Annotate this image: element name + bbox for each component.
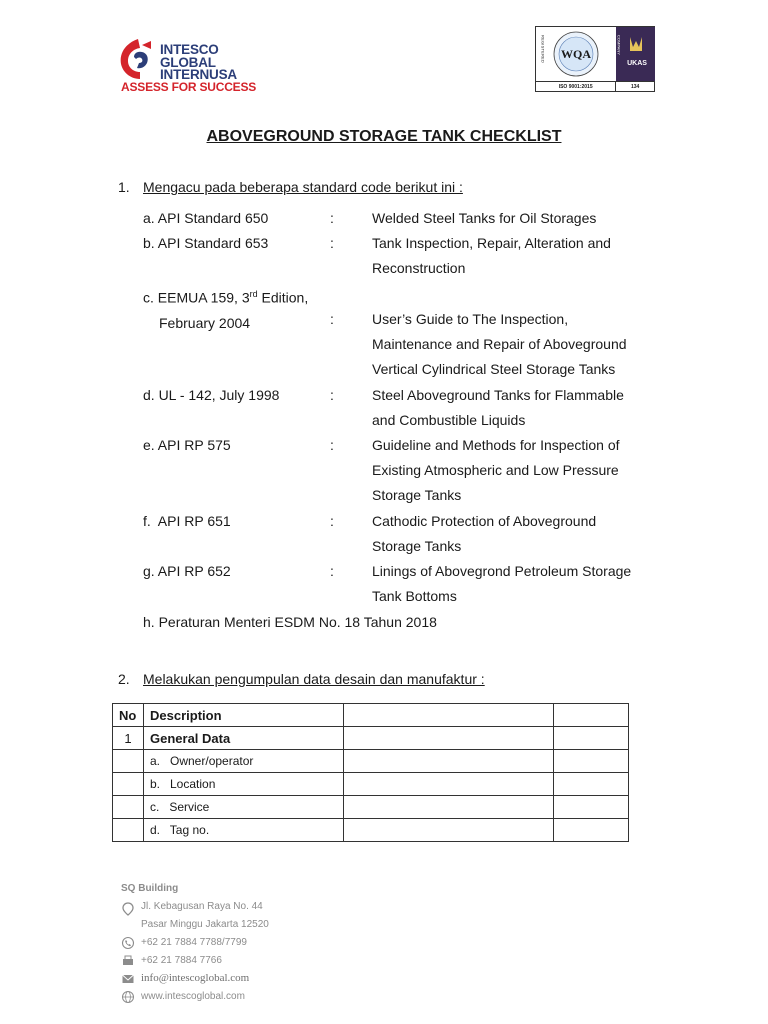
table-cell-input[interactable] xyxy=(554,750,629,773)
certification-badge xyxy=(535,26,655,92)
table-cell-input[interactable] xyxy=(554,773,629,796)
fax-icon xyxy=(121,954,135,968)
table-cell-input[interactable] xyxy=(344,750,554,773)
standard-code: f. API RP 651 xyxy=(143,513,231,529)
globe-icon xyxy=(121,990,135,1004)
standard-description: Tank Inspection, Repair, Alteration and Reconstruction xyxy=(372,235,611,276)
section-2-heading: Melakukan pengumpulan data desain dan manufaktur : xyxy=(143,671,485,687)
standard-code: a. API Standard 650 xyxy=(143,210,269,226)
table-header-blank xyxy=(344,704,554,727)
standard-code: c. EEMUA 159, 3rd Edition, February 2004 xyxy=(143,289,309,331)
separator: : xyxy=(330,387,334,403)
table-row xyxy=(113,727,629,750)
separator: : xyxy=(330,513,334,529)
intesco-logo-mark xyxy=(116,37,156,81)
standard-description: Guideline and Methods for Inspection of Existing Atmospheric and Low Pressure Storage Tanks xyxy=(372,437,620,503)
standard-code: e. API RP 575 xyxy=(143,437,231,453)
footer-address-line: Jl. Kebagusan Raya No. 44 xyxy=(141,901,263,912)
table-cell-description: b. Location xyxy=(144,773,344,796)
footer-phone: +62 21 7884 7788/7799 xyxy=(141,937,247,948)
svg-text:REGISTERED: REGISTERED xyxy=(540,35,546,64)
table-header-description: Description xyxy=(144,704,344,727)
location-pin-icon xyxy=(121,902,135,916)
table-cell-description: d. Tag no. xyxy=(144,819,344,842)
table-cell-input[interactable] xyxy=(344,796,554,819)
table-cell-description: a. Owner/operator xyxy=(144,750,344,773)
ukas-code: 134 xyxy=(630,84,640,90)
table-cell-no xyxy=(113,750,144,773)
table-cell-input[interactable] xyxy=(554,727,629,750)
separator: : xyxy=(330,563,334,579)
footer-building: SQ Building xyxy=(121,883,179,894)
footer-address-line: Pasar Minggu Jakarta 12520 xyxy=(141,919,269,930)
cert-footer xyxy=(536,81,654,92)
iso-label: ISO 9001:2015 xyxy=(536,82,616,92)
table-cell-input[interactable] xyxy=(554,796,629,819)
table-header-blank xyxy=(554,704,629,727)
svg-text:WQA: WQA xyxy=(561,47,591,61)
section-1-number: 1. xyxy=(118,179,130,195)
table-cell-no: 1 xyxy=(113,727,144,750)
company-name-line: INTERNUSA xyxy=(160,67,237,82)
standard-description: Steel Aboveground Tanks for Flammable and Combustible Liquids xyxy=(372,387,624,428)
table-row xyxy=(113,819,629,842)
footer-fax: +62 21 7884 7766 xyxy=(141,955,222,966)
table-cell-no xyxy=(113,819,144,842)
svg-text:COMPANY: COMPANY xyxy=(616,35,622,55)
standard-description: Welded Steel Tanks for Oil Storages xyxy=(372,210,597,226)
separator: : xyxy=(330,210,334,226)
footer-website[interactable]: www.intescoglobal.com xyxy=(141,991,245,1002)
crown-icon xyxy=(616,27,655,81)
table-cell-no xyxy=(113,796,144,819)
table-cell-description: General Data xyxy=(144,727,344,750)
separator: : xyxy=(330,437,334,453)
table-cell-input[interactable] xyxy=(344,819,554,842)
separator: : xyxy=(330,311,334,327)
standard-code: b. API Standard 653 xyxy=(143,235,269,251)
company-tagline: ASSESS FOR SUCCESS xyxy=(121,80,257,94)
company-name-line: INTESCO xyxy=(160,42,219,57)
standard-description: User’s Guide to The Inspection, Maintenance and Repair of Aboveground Vertical Cylindrical Steel Storage Tanks xyxy=(372,311,627,377)
company-name xyxy=(160,44,237,82)
wqa-seal-icon xyxy=(536,27,616,81)
table-header-row xyxy=(113,704,629,727)
svg-text:UKAS: UKAS xyxy=(627,60,647,67)
standard-code: g. API RP 652 xyxy=(143,563,231,579)
table-row xyxy=(113,773,629,796)
table-header-no: No xyxy=(113,704,144,727)
footer-contact xyxy=(121,881,341,1011)
table-cell-input[interactable] xyxy=(554,819,629,842)
ukas-mark xyxy=(616,27,655,81)
design-data-table xyxy=(112,703,629,842)
table-cell-no xyxy=(113,773,144,796)
table-row xyxy=(113,796,629,819)
section-1-heading: Mengacu pada beberapa standard code berikut ini : xyxy=(143,179,463,195)
company-name-line: GLOBAL xyxy=(160,54,216,70)
page-title-text: ABOVEGROUND STORAGE TANK CHECKLIST xyxy=(206,128,562,145)
table-cell-input[interactable] xyxy=(344,727,554,750)
footer-email[interactable]: info@intescoglobal.com xyxy=(141,972,250,984)
page-title xyxy=(0,128,768,146)
section-2-number: 2. xyxy=(118,671,130,687)
standard-code: h. Peraturan Menteri ESDM No. 18 Tahun 2018 xyxy=(143,614,437,630)
table-row xyxy=(113,750,629,773)
standard-description: Linings of Abovegrond Petroleum Storage Tank Bottoms xyxy=(372,563,632,604)
phone-icon xyxy=(121,936,135,950)
table-cell-input[interactable] xyxy=(344,773,554,796)
standard-code: d. UL - 142, July 1998 xyxy=(143,387,280,403)
separator: : xyxy=(330,235,334,251)
email-icon xyxy=(121,972,135,986)
table-cell-description: c. Service xyxy=(144,796,344,819)
standard-description: Cathodic Protection of Aboveground Storage Tanks xyxy=(372,513,597,554)
